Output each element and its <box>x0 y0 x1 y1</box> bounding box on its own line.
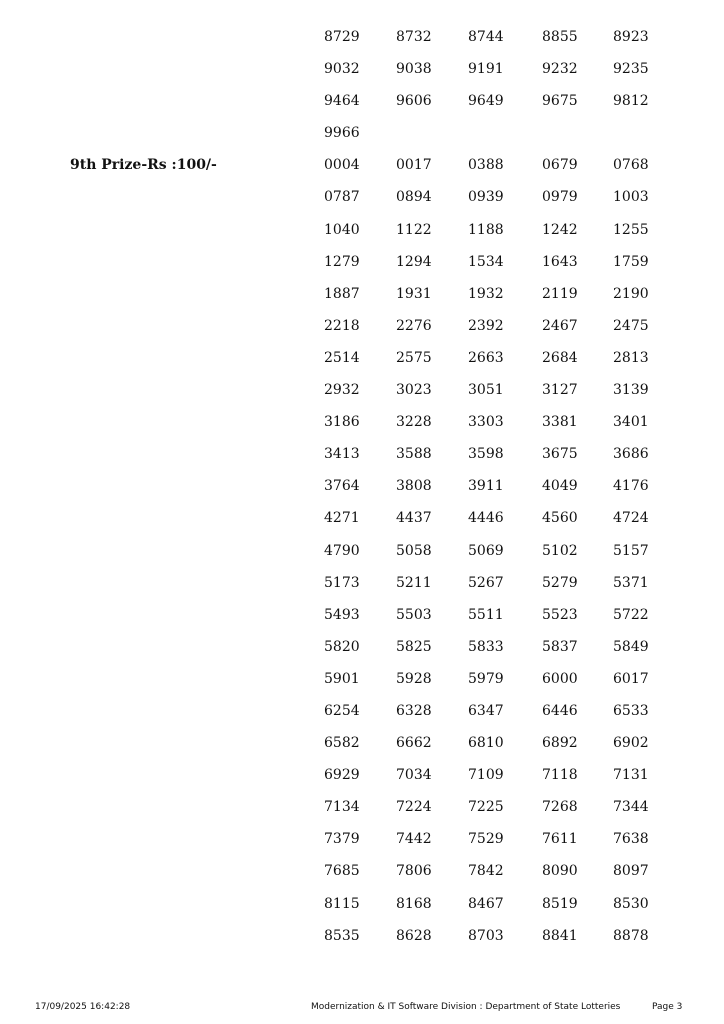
ticket-number: 8855 <box>542 29 578 45</box>
footer-division: Modernization & IT Software Division : Department of State Lotteries <box>311 1002 621 1012</box>
ticket-number: 5058 <box>396 542 432 559</box>
ticket-number: 5837 <box>542 638 578 655</box>
ticket-number: 8097 <box>613 863 649 880</box>
ticket-number: 2475 <box>613 317 649 334</box>
ticket-number: 9032 <box>324 61 360 78</box>
ticket-number: 2190 <box>613 285 649 302</box>
ticket-number: 7842 <box>468 863 504 880</box>
ticket-number: 1040 <box>324 221 360 238</box>
ticket-number: 5979 <box>468 670 504 687</box>
number-row <box>0 117 724 149</box>
ticket-number: 6929 <box>324 767 360 784</box>
ticket-number: 5371 <box>613 574 649 591</box>
ticket-number: 5503 <box>396 606 432 623</box>
ticket-number: 3139 <box>613 382 649 399</box>
ticket-number: 6662 <box>396 735 432 752</box>
ticket-number: 2684 <box>542 349 578 366</box>
ticket-number: 1932 <box>468 285 504 302</box>
ticket-number: 7268 <box>542 799 578 816</box>
ticket-number: 6328 <box>396 702 432 719</box>
ticket-number: 4271 <box>324 510 360 527</box>
number-row <box>0 920 724 952</box>
number-row <box>0 342 724 374</box>
ticket-number: 6533 <box>613 702 649 719</box>
ticket-number: 5825 <box>396 638 432 655</box>
ticket-number: 7685 <box>324 863 360 880</box>
number-row <box>0 374 724 406</box>
ticket-number: 7225 <box>468 799 504 816</box>
ticket-number: 7379 <box>324 831 360 848</box>
ticket-number: 1887 <box>324 285 360 302</box>
ticket-number: 8530 <box>613 895 649 912</box>
number-row <box>0 310 724 342</box>
ticket-number: 5279 <box>542 574 578 591</box>
ticket-number: 8535 <box>324 927 360 944</box>
ticket-number: 7344 <box>613 799 649 816</box>
number-row <box>0 53 724 85</box>
ticket-number: 6582 <box>324 735 360 752</box>
ticket-number: 6902 <box>613 735 649 752</box>
ticket-number: 2467 <box>542 317 578 334</box>
ticket-number: 3588 <box>396 446 432 463</box>
ticket-number: 6000 <box>542 670 578 687</box>
ticket-number: 7611 <box>542 831 578 848</box>
ticket-number: 9812 <box>613 93 649 110</box>
number-row <box>0 855 724 887</box>
ticket-number: 8703 <box>468 927 504 944</box>
ticket-number: 3413 <box>324 446 360 463</box>
ticket-number: 3023 <box>396 382 432 399</box>
ticket-number: 9649 <box>468 93 504 110</box>
ticket-number: 0939 <box>468 189 504 206</box>
number-row <box>0 567 724 599</box>
ticket-number: 2392 <box>468 317 504 334</box>
ticket-number: 2813 <box>613 349 649 366</box>
ticket-number: 3598 <box>468 446 504 463</box>
ticket-number: 1188 <box>468 221 504 238</box>
ticket-number: 6254 <box>324 702 360 719</box>
ticket-number: 9235 <box>613 61 649 78</box>
number-row <box>0 599 724 631</box>
page-footer <box>0 999 724 1015</box>
ticket-number: 3186 <box>324 414 360 431</box>
ticket-number: 5901 <box>324 670 360 687</box>
number-row <box>0 535 724 567</box>
ticket-number: 1294 <box>396 253 432 270</box>
ticket-number: 8090 <box>542 863 578 880</box>
number-row <box>0 278 724 310</box>
number-row <box>0 888 724 920</box>
ticket-number: 7529 <box>468 831 504 848</box>
number-row <box>0 21 724 53</box>
ticket-number: 5102 <box>542 542 578 559</box>
ticket-number: 7109 <box>468 767 504 784</box>
ticket-number: 4560 <box>542 510 578 527</box>
ticket-number: 0894 <box>396 189 432 206</box>
ticket-number: 4176 <box>613 478 649 495</box>
ticket-number: 0768 <box>613 157 649 174</box>
number-row <box>0 823 724 855</box>
ticket-number: 1643 <box>542 253 578 270</box>
ticket-number: 8115 <box>324 895 360 912</box>
ticket-number: 8467 <box>468 895 504 912</box>
ticket-number: 0787 <box>324 189 360 206</box>
number-row <box>0 214 724 246</box>
number-row <box>0 181 724 213</box>
ticket-number: 9464 <box>324 93 360 110</box>
prize-heading: 9th Prize-Rs :100/- <box>70 157 217 174</box>
number-row <box>0 631 724 663</box>
ticket-number: 4049 <box>542 478 578 495</box>
ticket-number: 7442 <box>396 831 432 848</box>
ticket-number: 3911 <box>468 478 504 495</box>
ticket-number: 6017 <box>613 670 649 687</box>
ticket-number: 9966 <box>324 125 360 142</box>
ticket-number: 3808 <box>396 478 432 495</box>
ticket-number: 8168 <box>396 895 432 912</box>
ticket-number: 0017 <box>396 157 432 174</box>
ticket-number: 2932 <box>324 382 360 399</box>
ticket-number: 1279 <box>324 253 360 270</box>
ticket-number: 6810 <box>468 735 504 752</box>
ticket-number: 1255 <box>613 221 649 238</box>
ticket-number: 5211 <box>396 574 432 591</box>
ticket-number: 7806 <box>396 863 432 880</box>
ticket-number: 1122 <box>396 221 432 238</box>
ticket-number: 0004 <box>324 157 360 174</box>
ticket-number: 4446 <box>468 510 504 527</box>
ticket-number: 5511 <box>468 606 504 623</box>
ticket-number: 7118 <box>542 767 578 784</box>
ticket-number: 3401 <box>613 414 649 431</box>
ticket-number: 5493 <box>324 606 360 623</box>
ticket-number: 6347 <box>468 702 504 719</box>
ticket-number: 3127 <box>542 382 578 399</box>
ticket-number: 5157 <box>613 542 649 559</box>
ticket-number: 6892 <box>542 735 578 752</box>
ticket-number: 7224 <box>396 799 432 816</box>
ticket-number: 4437 <box>396 510 432 527</box>
ticket-number: 2575 <box>396 349 432 366</box>
ticket-number: 9675 <box>542 93 578 110</box>
ticket-number: 0388 <box>468 157 504 174</box>
ticket-number: 9038 <box>396 61 432 78</box>
ticket-number: 0679 <box>542 157 578 174</box>
ticket-number: 1003 <box>613 189 649 206</box>
winning-numbers-list <box>0 21 724 952</box>
ticket-number: 2276 <box>396 317 432 334</box>
ticket-number: 3051 <box>468 382 504 399</box>
ticket-number: 2514 <box>324 349 360 366</box>
number-row <box>0 759 724 791</box>
ticket-number: 9232 <box>542 61 578 78</box>
number-row <box>0 246 724 278</box>
ticket-number: 5722 <box>613 606 649 623</box>
number-row <box>0 85 724 117</box>
ticket-number: 5267 <box>468 574 504 591</box>
ticket-number: 1759 <box>613 253 649 270</box>
ticket-number: 8519 <box>542 895 578 912</box>
ticket-number: 3228 <box>396 414 432 431</box>
footer-page-number: Page 3 <box>652 1002 683 1012</box>
ticket-number: 8729 <box>324 29 360 45</box>
ticket-number: 3764 <box>324 478 360 495</box>
number-row <box>0 791 724 823</box>
number-row <box>0 695 724 727</box>
ticket-number: 4724 <box>613 510 649 527</box>
ticket-number: 3675 <box>542 446 578 463</box>
ticket-number: 8841 <box>542 927 578 944</box>
ticket-number: 3303 <box>468 414 504 431</box>
number-row <box>0 727 724 759</box>
ticket-number: 1242 <box>542 221 578 238</box>
ticket-number: 8923 <box>613 29 649 45</box>
number-row <box>0 438 724 470</box>
ticket-number: 5820 <box>324 638 360 655</box>
ticket-number: 5849 <box>613 638 649 655</box>
number-row <box>0 149 724 181</box>
ticket-number: 9191 <box>468 61 504 78</box>
ticket-number: 1931 <box>396 285 432 302</box>
ticket-number: 2218 <box>324 317 360 334</box>
ticket-number: 7134 <box>324 799 360 816</box>
ticket-number: 8878 <box>613 927 649 944</box>
ticket-number: 4790 <box>324 542 360 559</box>
ticket-number: 5833 <box>468 638 504 655</box>
number-row <box>0 470 724 502</box>
number-row <box>0 406 724 438</box>
ticket-number: 2663 <box>468 349 504 366</box>
ticket-number: 8744 <box>468 29 504 45</box>
ticket-number: 7131 <box>613 767 649 784</box>
number-row <box>0 663 724 695</box>
ticket-number: 5173 <box>324 574 360 591</box>
ticket-number: 8732 <box>396 29 432 45</box>
ticket-number: 5928 <box>396 670 432 687</box>
ticket-number: 3686 <box>613 446 649 463</box>
footer-timestamp: 17/09/2025 16:42:28 <box>35 1002 131 1012</box>
ticket-number: 9606 <box>396 93 432 110</box>
ticket-number: 6446 <box>542 702 578 719</box>
ticket-number: 1534 <box>468 253 504 270</box>
ticket-number: 2119 <box>542 285 578 302</box>
ticket-number: 7034 <box>396 767 432 784</box>
ticket-number: 8628 <box>396 927 432 944</box>
ticket-number: 5069 <box>468 542 504 559</box>
ticket-number: 7638 <box>613 831 649 848</box>
ticket-number: 3381 <box>542 414 578 431</box>
number-row <box>0 502 724 534</box>
ticket-number: 5523 <box>542 606 578 623</box>
ticket-number: 0979 <box>542 189 578 206</box>
